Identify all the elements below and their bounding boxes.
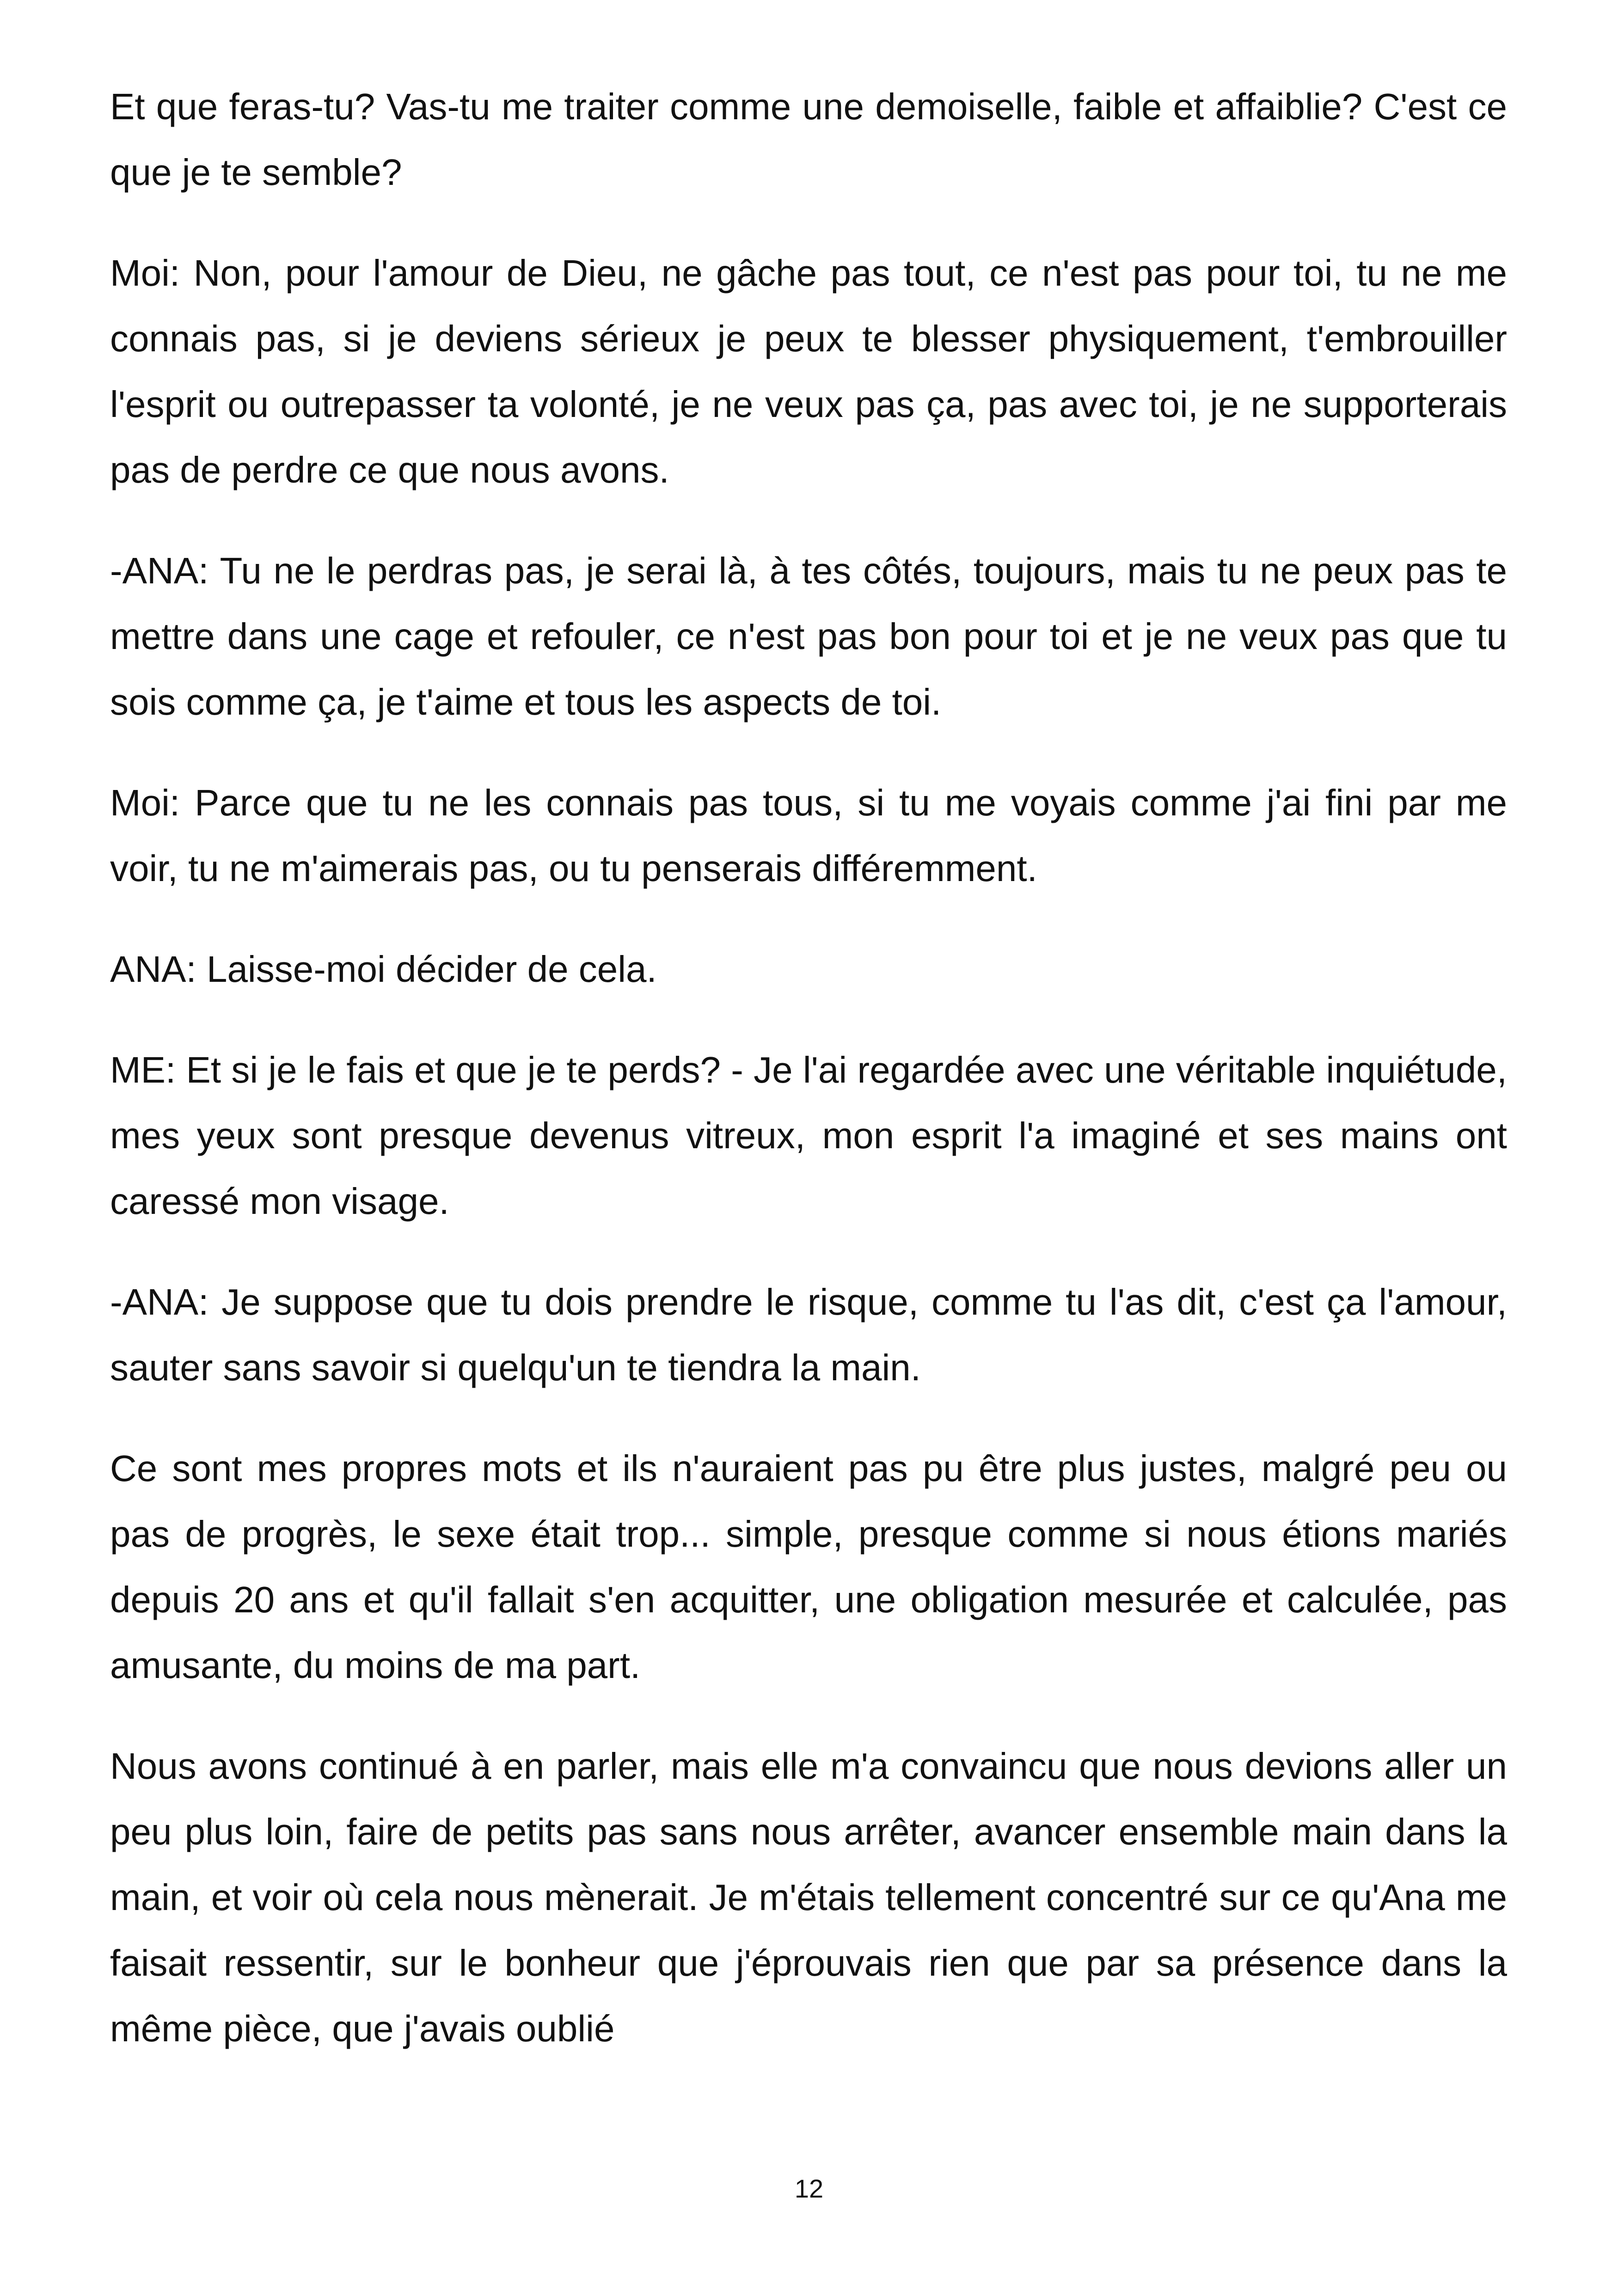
paragraph: Moi: Non, pour l'amour de Dieu, ne gâche pas tout, ce n'est pas pour toi, tu ne me connais pas, si je deviens sérieux je peux te blesser physiquement, t'embrouiller l'esprit ou outrepasser ta volonté, je ne veux pas ça, pas avec toi, je ne supporterais pas de perdre ce que nous avons. — [110, 252, 1507, 490]
paragraph: Moi: Parce que tu ne les connais pas tous, si tu me voyais comme j'ai fini par me voir, tu ne m'aimerais pas, ou tu penserais différemment. — [110, 782, 1507, 889]
page-number: 12 — [794, 2174, 824, 2203]
paragraph: -ANA: Je suppose que tu dois prendre le risque, comme tu l'as dit, c'est ça l'amour, sauter sans savoir si quelqu'un te tiendra la main. — [110, 1281, 1507, 1388]
paragraph: Ce sont mes propres mots et ils n'auraient pas pu être plus justes, malgré peu ou pas de progrès, le sexe était trop... simple, presque comme si nous étions mariés depuis 20 ans et qu'il fallait s'en acquitter, une obligation mesurée et calculée, pas amusante, du moins de ma part. — [110, 1448, 1507, 1686]
paragraph: ME: Et si je le fais et que je te perds? - Je l'ai regardée avec une véritable inquiétude, mes yeux sont presque devenus vitreux, mon esprit l'a imaginé et ses mains ont caressé mon visage. — [110, 1049, 1507, 1222]
paragraph: Nous avons continué à en parler, mais elle m'a convaincu que nous devions aller un peu plus loin, faire de petits pas sans nous arrêter, avancer ensemble main dans la main, et voir où cela nous mènerait. Je m'étais tellement concentré sur ce qu'Ana me faisait ressentir, sur le bonheur que j'éprouvais rien que par sa présence dans la même pièce, que j'avais oublié — [110, 1745, 1507, 2049]
paragraph: Et que feras-tu? Vas-tu me traiter comme une demoiselle, faible et affaiblie? C'est ce que je te semble? — [110, 86, 1507, 193]
body-text — [110, 74, 1507, 2097]
paragraph: -ANA: Tu ne le perdras pas, je serai là, à tes côtés, toujours, mais tu ne peux pas te mettre dans une cage et refouler, ce n'est pas bon pour toi et je ne veux pas que tu sois comme ça, je t'aime et tous les aspects de toi. — [110, 550, 1507, 722]
paragraph: ANA: Laisse-moi décider de cela. — [110, 949, 657, 990]
